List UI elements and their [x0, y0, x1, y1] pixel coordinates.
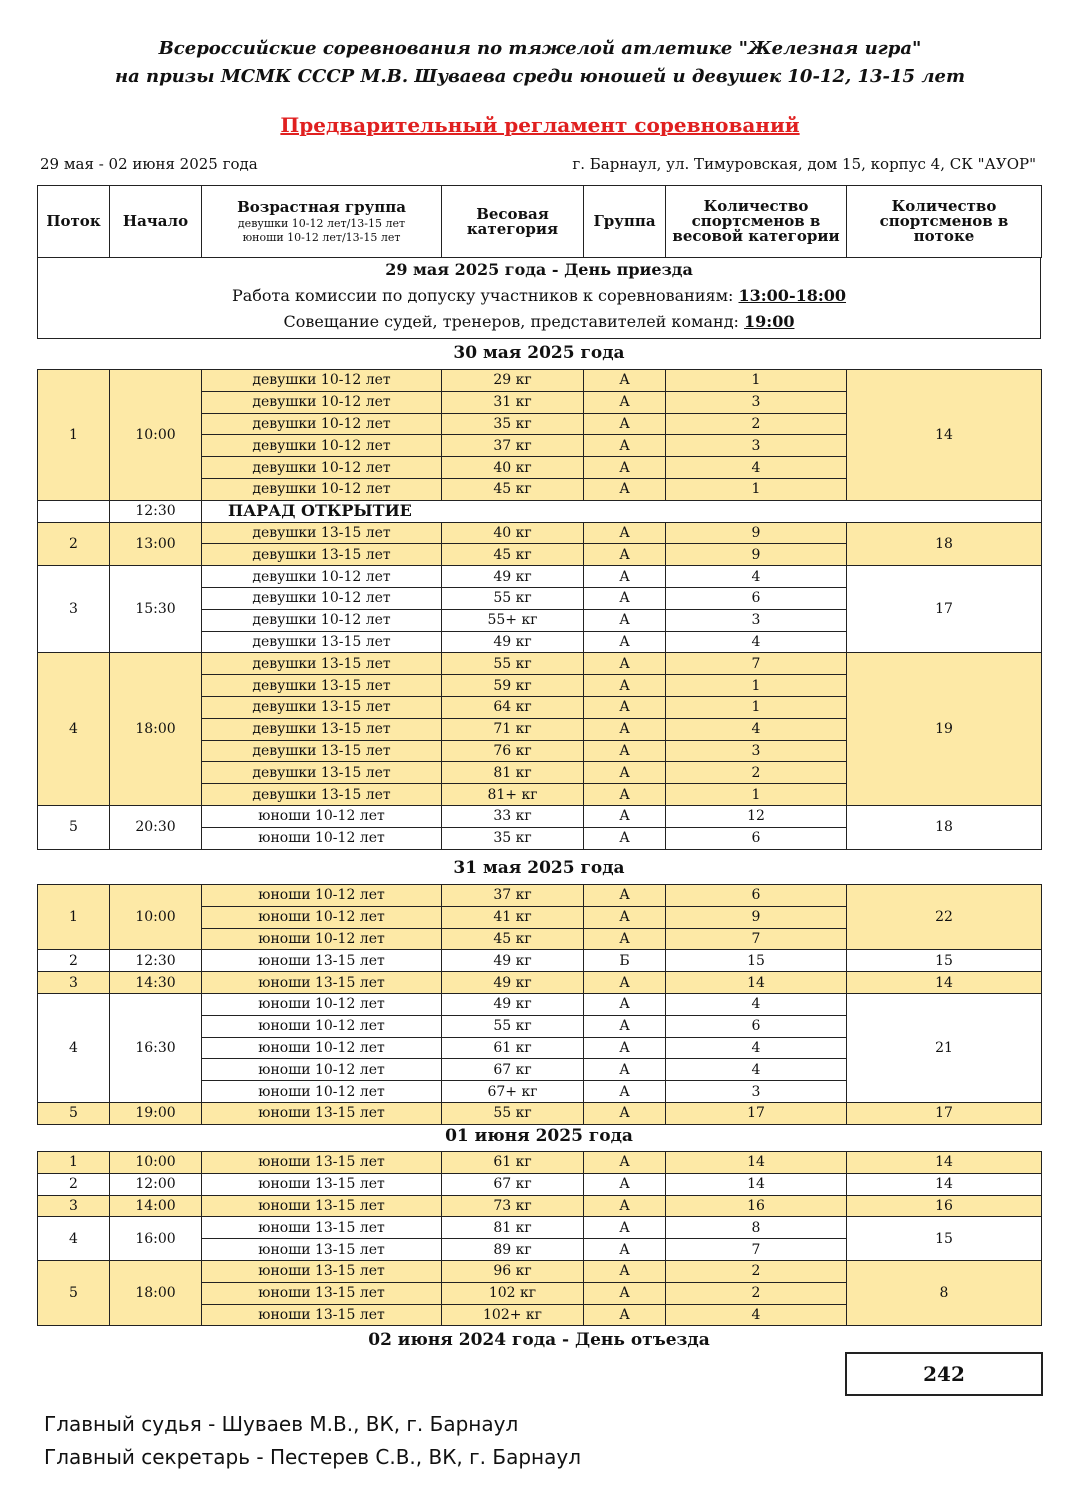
flow-start-time: 20:30: [110, 805, 202, 849]
flow-start-time: 12:00: [110, 1173, 202, 1195]
weight-category-cell: 40 кг: [442, 457, 584, 479]
table-row: [38, 370, 1042, 392]
parade-cell-empty: [38, 500, 110, 522]
age-group-cell: юноши 10-12 лет: [202, 928, 442, 950]
weight-category-cell: 31 кг: [442, 391, 584, 413]
category-count-cell: 2: [666, 1282, 847, 1304]
age-group-cell: юноши 13-15 лет: [202, 1102, 442, 1124]
table-row: [38, 805, 1042, 827]
schedule-table: [37, 369, 1042, 850]
group-cell: А: [584, 391, 666, 413]
weight-category-cell: 61 кг: [442, 1037, 584, 1059]
schedule-table: [37, 1151, 1042, 1326]
weight-category-cell: 67 кг: [442, 1173, 584, 1195]
flow-start-time: 10:00: [110, 370, 202, 501]
weight-category-cell: 45 кг: [442, 544, 584, 566]
age-group-cell: девушки 10-12 лет: [202, 435, 442, 457]
group-cell: А: [584, 631, 666, 653]
group-cell: А: [584, 1015, 666, 1037]
flow-start-time: 16:00: [110, 1217, 202, 1261]
weight-category-cell: 55 кг: [442, 1015, 584, 1037]
category-count-cell: 4: [666, 1304, 847, 1326]
category-count-cell: 3: [666, 391, 847, 413]
flow-number: 2: [38, 950, 110, 972]
flow-total: 18: [847, 805, 1042, 849]
weight-category-cell: 49 кг: [442, 631, 584, 653]
header-table: [37, 185, 1042, 258]
category-count-cell: 1: [666, 478, 847, 500]
category-count-cell: 9: [666, 522, 847, 544]
table-row: [38, 566, 1042, 588]
flow-number: 3: [38, 1195, 110, 1217]
group-cell: А: [584, 1195, 666, 1217]
weight-category-cell: 40 кг: [442, 522, 584, 544]
age-group-cell: юноши 10-12 лет: [202, 885, 442, 907]
chief-secretary: Главный секретарь - Пестерев С.В., ВК, г. Барнаул: [44, 1445, 581, 1469]
group-cell: А: [584, 1102, 666, 1124]
category-count-cell: 4: [666, 631, 847, 653]
category-count-cell: 7: [666, 653, 847, 675]
age-group-cell: юноши 10-12 лет: [202, 805, 442, 827]
age-group-cell: девушки 10-12 лет: [202, 566, 442, 588]
age-group-cell: девушки 13-15 лет: [202, 718, 442, 740]
col-potok: Поток: [38, 186, 110, 258]
flow-total: 16: [847, 1195, 1042, 1217]
flow-total: 8: [847, 1260, 1042, 1325]
group-cell: А: [584, 718, 666, 740]
flow-number: 5: [38, 805, 110, 849]
flow-start-time: 10:00: [110, 1152, 202, 1174]
table-row: [38, 972, 1042, 994]
age-group-cell: девушки 13-15 лет: [202, 522, 442, 544]
flow-number: 5: [38, 1102, 110, 1124]
category-count-cell: 15: [666, 950, 847, 972]
meeting-text: Совещание судей, тренеров, представителей команд:: [283, 312, 745, 331]
table-row: [38, 993, 1042, 1015]
category-count-cell: 1: [666, 370, 847, 392]
age-group-cell: девушки 13-15 лет: [202, 544, 442, 566]
col-group: Группа: [584, 186, 666, 258]
table-row: [38, 522, 1042, 544]
weight-category-cell: 81 кг: [442, 762, 584, 784]
weight-category-cell: 35 кг: [442, 413, 584, 435]
age-group-cell: юноши 10-12 лет: [202, 827, 442, 849]
table-row: [38, 1260, 1042, 1282]
category-count-cell: 2: [666, 1260, 847, 1282]
category-count-cell: 3: [666, 1081, 847, 1103]
category-count-cell: 16: [666, 1195, 847, 1217]
category-count-cell: 6: [666, 827, 847, 849]
weight-category-cell: 89 кг: [442, 1239, 584, 1261]
flow-start-time: 12:30: [110, 950, 202, 972]
flow-start-time: 16:30: [110, 993, 202, 1102]
category-count-cell: 4: [666, 718, 847, 740]
weight-category-cell: 55+ кг: [442, 609, 584, 631]
col-weight: Весовая категория: [442, 186, 584, 258]
flow-number: 1: [38, 885, 110, 950]
col-age-sub1: девушки 10-12 лет/13-15 лет: [237, 217, 406, 230]
category-count-cell: 4: [666, 457, 847, 479]
flow-start-time: 15:30: [110, 566, 202, 653]
flow-number: 5: [38, 1260, 110, 1325]
weight-category-cell: 37 кг: [442, 885, 584, 907]
flow-start-time: 13:00: [110, 522, 202, 566]
weight-category-cell: 37 кг: [442, 435, 584, 457]
age-group-cell: девушки 13-15 лет: [202, 784, 442, 806]
table-row: [38, 1152, 1042, 1174]
category-count-cell: 14: [666, 972, 847, 994]
group-cell: А: [584, 972, 666, 994]
weight-category-cell: 59 кг: [442, 675, 584, 697]
weight-category-cell: 55 кг: [442, 653, 584, 675]
flow-number: 4: [38, 653, 110, 806]
flow-total: 17: [847, 566, 1042, 653]
weight-category-cell: 55 кг: [442, 587, 584, 609]
group-cell: А: [584, 1217, 666, 1239]
group-cell: А: [584, 696, 666, 718]
group-cell: А: [584, 1081, 666, 1103]
category-count-cell: 2: [666, 413, 847, 435]
age-group-cell: юноши 10-12 лет: [202, 1015, 442, 1037]
admission-commission: [38, 283, 1040, 309]
day-title: 30 мая 2025 года: [453, 343, 625, 363]
age-group-cell: юноши 13-15 лет: [202, 1195, 442, 1217]
age-group-cell: юноши 13-15 лет: [202, 950, 442, 972]
group-cell: А: [584, 544, 666, 566]
age-group-cell: девушки 10-12 лет: [202, 391, 442, 413]
age-group-cell: девушки 13-15 лет: [202, 653, 442, 675]
flow-start-time: 19:00: [110, 1102, 202, 1124]
category-count-cell: 12: [666, 805, 847, 827]
departure-day: 02 июня 2024 года - День отъезда: [368, 1330, 710, 1350]
col-age-label: Возрастная группа: [237, 198, 406, 216]
col-age-sub2: юноши 10-12 лет/13-15 лет: [242, 231, 401, 244]
table-row: [38, 1217, 1042, 1239]
weight-category-cell: 64 кг: [442, 696, 584, 718]
age-group-cell: юноши 10-12 лет: [202, 1081, 442, 1103]
group-cell: А: [584, 1239, 666, 1261]
flow-start-time: 10:00: [110, 885, 202, 950]
event-venue: г. Барнаул, ул. Тимуровская, дом 15, корпус 4, СК "АУОР": [572, 155, 1036, 173]
age-group-cell: юноши 13-15 лет: [202, 972, 442, 994]
col-nachalo: Начало: [110, 186, 202, 258]
weight-category-cell: 67+ кг: [442, 1081, 584, 1103]
flow-start-time: 18:00: [110, 653, 202, 806]
flow-number: 4: [38, 1217, 110, 1261]
weight-category-cell: 76 кг: [442, 740, 584, 762]
age-group-cell: девушки 10-12 лет: [202, 478, 442, 500]
flow-total: 22: [847, 885, 1042, 950]
flow-number: 1: [38, 370, 110, 501]
table-row: [38, 653, 1042, 675]
flow-start-time: 14:30: [110, 972, 202, 994]
flow-total: 21: [847, 993, 1042, 1102]
group-cell: А: [584, 1304, 666, 1326]
day-title: 01 июня 2025 года: [445, 1126, 633, 1146]
col-count-flow: Количество спортсменов в потоке: [847, 186, 1042, 258]
title-line-2: на призы МСМК СССР М.В. Шуваева среди юношей и девушек 10-12, 13-15 лет: [114, 66, 966, 87]
category-count-cell: 6: [666, 885, 847, 907]
group-cell: А: [584, 928, 666, 950]
group-cell: А: [584, 827, 666, 849]
arrival-day: 29 мая 2025 года - День приезда: [385, 260, 693, 279]
category-count-cell: 7: [666, 1239, 847, 1261]
age-group-cell: юноши 13-15 лет: [202, 1304, 442, 1326]
age-group-cell: юноши 13-15 лет: [202, 1260, 442, 1282]
category-count-cell: 17: [666, 1102, 847, 1124]
day-title: 31 мая 2025 года: [453, 858, 625, 878]
col-count-cat: Количество спортсменов в весовой категории: [666, 186, 847, 258]
group-cell: А: [584, 435, 666, 457]
weight-category-cell: 49 кг: [442, 950, 584, 972]
category-count-cell: 8: [666, 1217, 847, 1239]
age-group-cell: девушки 13-15 лет: [202, 696, 442, 718]
weight-category-cell: 33 кг: [442, 805, 584, 827]
age-group-cell: юноши 13-15 лет: [202, 1173, 442, 1195]
weight-category-cell: 49 кг: [442, 993, 584, 1015]
age-group-cell: девушки 13-15 лет: [202, 631, 442, 653]
age-group-cell: девушки 13-15 лет: [202, 675, 442, 697]
group-cell: А: [584, 587, 666, 609]
age-group-cell: девушки 13-15 лет: [202, 762, 442, 784]
weight-category-cell: 29 кг: [442, 370, 584, 392]
category-count-cell: 7: [666, 928, 847, 950]
weight-category-cell: 41 кг: [442, 906, 584, 928]
flow-total: 15: [847, 950, 1042, 972]
admission-time: 13:00-18:00: [738, 286, 847, 305]
weight-category-cell: 35 кг: [442, 827, 584, 849]
group-cell: А: [584, 762, 666, 784]
table-row: [38, 1173, 1042, 1195]
chief-judge: Главный судья - Шуваев М.В., ВК, г. Барнаул: [44, 1412, 519, 1436]
grand-total: 242: [845, 1352, 1043, 1396]
age-group-cell: юноши 10-12 лет: [202, 1059, 442, 1081]
arrival-info: [37, 257, 1041, 339]
age-group-cell: девушки 10-12 лет: [202, 609, 442, 631]
weight-category-cell: 45 кг: [442, 478, 584, 500]
age-group-cell: девушки 10-12 лет: [202, 457, 442, 479]
category-count-cell: 1: [666, 696, 847, 718]
category-count-cell: 14: [666, 1152, 847, 1174]
group-cell: А: [584, 1173, 666, 1195]
flow-number: 3: [38, 566, 110, 653]
group-cell: А: [584, 413, 666, 435]
category-count-cell: 9: [666, 906, 847, 928]
table-row: [38, 1102, 1042, 1124]
category-count-cell: 1: [666, 784, 847, 806]
weight-category-cell: 71 кг: [442, 718, 584, 740]
group-cell: А: [584, 993, 666, 1015]
weight-category-cell: 81+ кг: [442, 784, 584, 806]
group-cell: А: [584, 653, 666, 675]
group-cell: А: [584, 457, 666, 479]
age-group-cell: девушки 10-12 лет: [202, 370, 442, 392]
weight-category-cell: 102+ кг: [442, 1304, 584, 1326]
weight-category-cell: 67 кг: [442, 1059, 584, 1081]
flow-total: 14: [847, 972, 1042, 994]
category-count-cell: 3: [666, 740, 847, 762]
group-cell: А: [584, 885, 666, 907]
flow-total: 14: [847, 1152, 1042, 1174]
group-cell: А: [584, 609, 666, 631]
group-cell: А: [584, 370, 666, 392]
age-group-cell: девушки 13-15 лет: [202, 740, 442, 762]
age-group-cell: девушки 10-12 лет: [202, 413, 442, 435]
weight-category-cell: 81 кг: [442, 1217, 584, 1239]
col-age: [202, 186, 442, 258]
weight-category-cell: 102 кг: [442, 1282, 584, 1304]
age-group-cell: юноши 10-12 лет: [202, 993, 442, 1015]
group-cell: А: [584, 1152, 666, 1174]
category-count-cell: 1: [666, 675, 847, 697]
flow-total: 17: [847, 1102, 1042, 1124]
judges-meeting: [38, 309, 1040, 335]
weight-category-cell: 61 кг: [442, 1152, 584, 1174]
flow-start-time: 18:00: [110, 1260, 202, 1325]
event-dates: 29 мая - 02 июня 2025 года: [40, 155, 258, 173]
flow-number: 2: [38, 522, 110, 566]
flow-total: 14: [847, 370, 1042, 501]
category-count-cell: 14: [666, 1173, 847, 1195]
flow-start-time: 14:00: [110, 1195, 202, 1217]
weight-category-cell: 73 кг: [442, 1195, 584, 1217]
category-count-cell: 6: [666, 1015, 847, 1037]
group-cell: А: [584, 1260, 666, 1282]
age-group-cell: юноши 13-15 лет: [202, 1152, 442, 1174]
group-cell: А: [584, 784, 666, 806]
age-group-cell: девушки 10-12 лет: [202, 587, 442, 609]
category-count-cell: 4: [666, 1059, 847, 1081]
meeting-time: 19:00: [744, 312, 795, 331]
weight-category-cell: 96 кг: [442, 1260, 584, 1282]
weight-category-cell: 55 кг: [442, 1102, 584, 1124]
group-cell: А: [584, 522, 666, 544]
weight-category-cell: 49 кг: [442, 972, 584, 994]
flow-number: 2: [38, 1173, 110, 1195]
flow-total: 15: [847, 1217, 1042, 1261]
group-cell: А: [584, 906, 666, 928]
age-group-cell: юноши 13-15 лет: [202, 1239, 442, 1261]
flow-number: 3: [38, 972, 110, 994]
group-cell: А: [584, 675, 666, 697]
weight-category-cell: 45 кг: [442, 928, 584, 950]
title-line-1: Всероссийские соревнования по тяжелой атлетике "Железная игра": [158, 38, 922, 59]
document-subtitle: Предварительный регламент соревнований: [280, 113, 800, 137]
parade-row: [38, 500, 1042, 522]
category-count-cell: 4: [666, 1037, 847, 1059]
flow-number: 4: [38, 993, 110, 1102]
flow-number: 1: [38, 1152, 110, 1174]
category-count-cell: 4: [666, 566, 847, 588]
category-count-cell: 4: [666, 993, 847, 1015]
table-row: [38, 885, 1042, 907]
flow-total: 18: [847, 522, 1042, 566]
category-count-cell: 6: [666, 587, 847, 609]
table-row: [38, 1195, 1042, 1217]
parade-time: 12:30: [110, 500, 202, 522]
weight-category-cell: 49 кг: [442, 566, 584, 588]
group-cell: А: [584, 1282, 666, 1304]
group-cell: А: [584, 1059, 666, 1081]
admission-text: Работа комиссии по допуску участников к соревнованиям:: [231, 286, 739, 305]
schedule-table: [37, 884, 1042, 1125]
group-cell: А: [584, 566, 666, 588]
group-cell: А: [584, 1037, 666, 1059]
group-cell: А: [584, 478, 666, 500]
category-count-cell: 3: [666, 435, 847, 457]
group-cell: А: [584, 805, 666, 827]
category-count-cell: 9: [666, 544, 847, 566]
age-group-cell: юноши 13-15 лет: [202, 1217, 442, 1239]
age-group-cell: юноши 13-15 лет: [202, 1282, 442, 1304]
table-row: [38, 950, 1042, 972]
group-cell: А: [584, 740, 666, 762]
parade-label: ПАРАД ОТКРЫТИЕ: [202, 500, 1042, 522]
group-cell: Б: [584, 950, 666, 972]
flow-total: 14: [847, 1173, 1042, 1195]
flow-total: 19: [847, 653, 1042, 806]
category-count-cell: 3: [666, 609, 847, 631]
category-count-cell: 2: [666, 762, 847, 784]
age-group-cell: юноши 10-12 лет: [202, 1037, 442, 1059]
age-group-cell: юноши 10-12 лет: [202, 906, 442, 928]
